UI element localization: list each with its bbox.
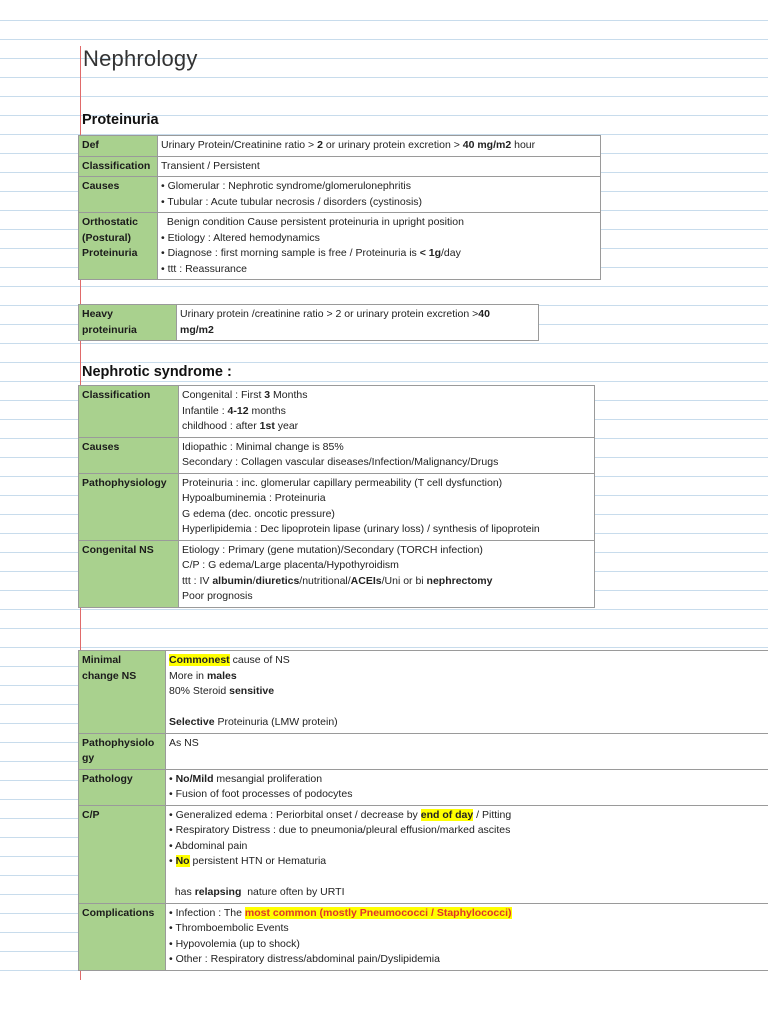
section-heading-nephrotic-syndrome: Nephrotic syndrome : [82, 364, 232, 380]
table-row [79, 903, 768, 970]
row-value: Urinary protein /creatinine ratio > 2 or urinary protein excretion >40 mg/m2 [177, 305, 539, 341]
row-label: Pathophysiolo gy [79, 733, 166, 769]
heavy-proteinuria-table [78, 304, 539, 341]
table-row [79, 733, 768, 769]
row-value: Commonest cause of NS More in males 80% Steroid sensitive Selective Proteinuria (LMW protein) [166, 651, 768, 734]
row-label: Classification [79, 156, 158, 177]
row-label: Minimal change NS [79, 651, 166, 734]
row-label: Def [79, 136, 158, 157]
table-row [79, 769, 768, 805]
table-row [79, 437, 595, 473]
row-label: Heavy proteinuria [79, 305, 177, 341]
row-value: Etiology : Primary (gene mutation)/Secondary (TORCH infection) C/P : G edema/Large placenta/Hypothyroidism ttt : IV albumin/diuretics/nutritional/ACEIs/Uni or bi nephrectomy Poor prognosis [179, 540, 595, 607]
row-value: • No/Mild mesangial proliferation • Fusion of foot processes of podocytes [166, 769, 768, 805]
table-row [79, 213, 601, 280]
row-label: Complications [79, 903, 166, 970]
minimal-change-ns-table [78, 650, 768, 971]
row-label: Pathophysiology [79, 473, 179, 540]
row-value: Urinary Protein/Creatinine ratio > 2 or urinary protein excretion > 40 mg/m2 hour [158, 136, 601, 157]
row-value: Proteinuria : inc. glomerular capillary permeability (T cell dysfunction) Hypoalbuminemia : Proteinuria G edema (dec. oncotic pressure) Hyperlipidemia : Dec lipoprotein lipase (urinary loss) / synthesis of lipoprotein [179, 473, 595, 540]
row-value: • Generalized edema : Periorbital onset / decrease by end of day / Pitting • Respiratory Distress : due to pneumonia/pleural effusion/marked ascites • Abdominal pain • No persistent HTN or Hematuria has relapsing nature often by URTI [166, 805, 768, 903]
row-label: Causes [79, 437, 179, 473]
table-row [79, 305, 539, 341]
table-row [79, 805, 768, 903]
table-row [79, 386, 595, 438]
table-row [79, 177, 601, 213]
row-label: Causes [79, 177, 158, 213]
row-value: Transient / Persistent [158, 156, 601, 177]
nephrotic-syndrome-table [78, 385, 595, 608]
row-value: Congenital : First 3 Months Infantile : 4-12 months childhood : after 1st year [179, 386, 595, 438]
table-row [79, 473, 595, 540]
table-row [79, 136, 601, 157]
table-row [79, 156, 601, 177]
table-row [79, 651, 768, 734]
row-label: Congenital NS [79, 540, 179, 607]
proteinuria-table [78, 135, 601, 280]
page-title: Nephrology [83, 46, 198, 71]
row-value: As NS [166, 733, 768, 769]
row-label: Classification [79, 386, 179, 438]
table-row [79, 540, 595, 607]
row-label: Orthostatic (Postural) Proteinuria [79, 213, 158, 280]
page-bottom-blank [0, 980, 768, 1024]
row-value: Idiopathic : Minimal change is 85% Secondary : Collagen vascular diseases/Infection/Malignancy/Drugs [179, 437, 595, 473]
row-label: C/P [79, 805, 166, 903]
row-value: • Glomerular : Nephrotic syndrome/glomerulonephritis • Tubular : Acute tubular necrosis / disorders (cystinosis) [158, 177, 601, 213]
row-value: • Infection : The most common (mostly Pneumococci / Staphylococci) • Thromboembolic Events • Hypovolemia (up to shock) • Other : Respiratory distress/abdominal pain/Dyslipidemia [166, 903, 768, 970]
row-value: Benign condition Cause persistent proteinuria in upright position • Etiology : Altered hemodynamics • Diagnose : first morning sample is free / Proteinuria is < 1g/day • ttt : Reassurance [158, 213, 601, 280]
section-heading-proteinuria: Proteinuria [82, 112, 159, 128]
row-label: Pathology [79, 769, 166, 805]
